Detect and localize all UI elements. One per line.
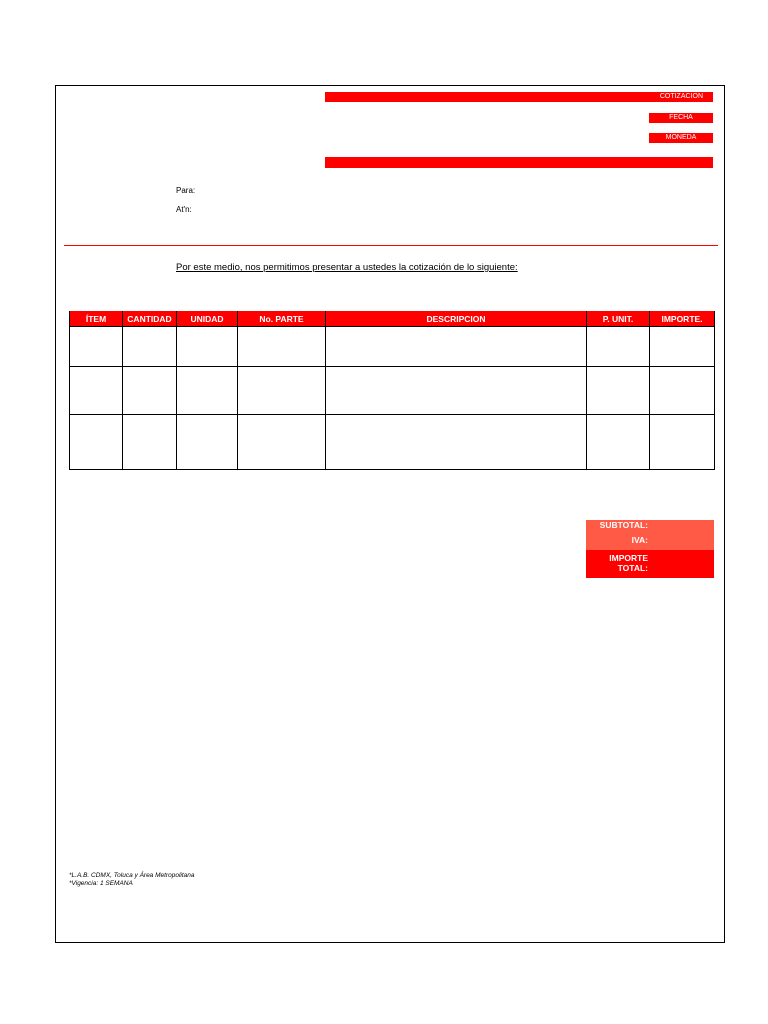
table-cell bbox=[177, 367, 238, 415]
column-header-no-parte: No. PARTE bbox=[238, 311, 326, 327]
column-header-item: ÍTEM bbox=[70, 311, 123, 327]
table-cell bbox=[238, 327, 326, 367]
table-cell bbox=[650, 327, 715, 367]
table-cell bbox=[177, 415, 238, 470]
para-label: Para: bbox=[176, 186, 196, 195]
table-cell bbox=[326, 327, 587, 367]
footer-notes bbox=[69, 872, 194, 888]
table-cell bbox=[587, 367, 650, 415]
fecha-label: FECHA bbox=[669, 114, 693, 121]
table-row bbox=[70, 327, 715, 367]
note-lab: *L.A.B. CDMX, Toluca y Área Metropolitana bbox=[69, 872, 195, 879]
table-cell bbox=[70, 327, 123, 367]
table-cell bbox=[238, 367, 326, 415]
column-header-p-unit: P. UNIT. bbox=[587, 311, 650, 327]
fecha-bar bbox=[649, 113, 713, 123]
column-header-importe: IMPORTE. bbox=[650, 311, 715, 327]
table-cell bbox=[123, 327, 177, 367]
cotizacion-header-bar bbox=[325, 92, 713, 102]
table-cell bbox=[123, 367, 177, 415]
column-header-descripcion: DESCRIPCION bbox=[326, 311, 587, 327]
table-cell bbox=[650, 415, 715, 470]
moneda-bar bbox=[649, 133, 713, 143]
iva-label: IVA: bbox=[631, 535, 648, 545]
subtotal-label: SUBTOTAL: bbox=[599, 520, 648, 530]
table-cell bbox=[238, 415, 326, 470]
section-divider bbox=[64, 245, 718, 246]
table-row bbox=[70, 415, 715, 470]
quote-sheet bbox=[55, 85, 725, 943]
table-cell bbox=[587, 415, 650, 470]
table-cell bbox=[650, 367, 715, 415]
importe-total-row bbox=[586, 550, 714, 578]
column-header-unidad: UNIDAD bbox=[177, 311, 238, 327]
table-cell bbox=[587, 327, 650, 367]
atn-label: At'n: bbox=[176, 205, 192, 214]
cotizacion-label: COTIZACION bbox=[659, 93, 703, 100]
importe-label-line1: IMPORTE bbox=[609, 553, 648, 563]
moneda-label: MONEDA bbox=[665, 134, 697, 141]
table-cell bbox=[326, 415, 587, 470]
table-cell bbox=[70, 415, 123, 470]
table-row bbox=[70, 367, 715, 415]
header-divider-bar bbox=[325, 157, 713, 168]
table-header-row bbox=[70, 311, 715, 327]
column-header-cantidad: CANTIDAD bbox=[123, 311, 177, 327]
subtotal-row bbox=[586, 520, 714, 535]
table-cell bbox=[123, 415, 177, 470]
note-vigencia: *Vigencia: 1 SEMANA bbox=[69, 880, 133, 887]
intro-text: Por este medio, nos permitimos presentar a ustedes la cotización de lo siguiente: bbox=[176, 262, 518, 273]
iva-row bbox=[586, 535, 714, 550]
table-cell bbox=[326, 367, 587, 415]
items-table bbox=[69, 311, 715, 470]
importe-label-line2: TOTAL: bbox=[617, 563, 648, 573]
table-cell bbox=[177, 327, 238, 367]
table-cell bbox=[70, 367, 123, 415]
